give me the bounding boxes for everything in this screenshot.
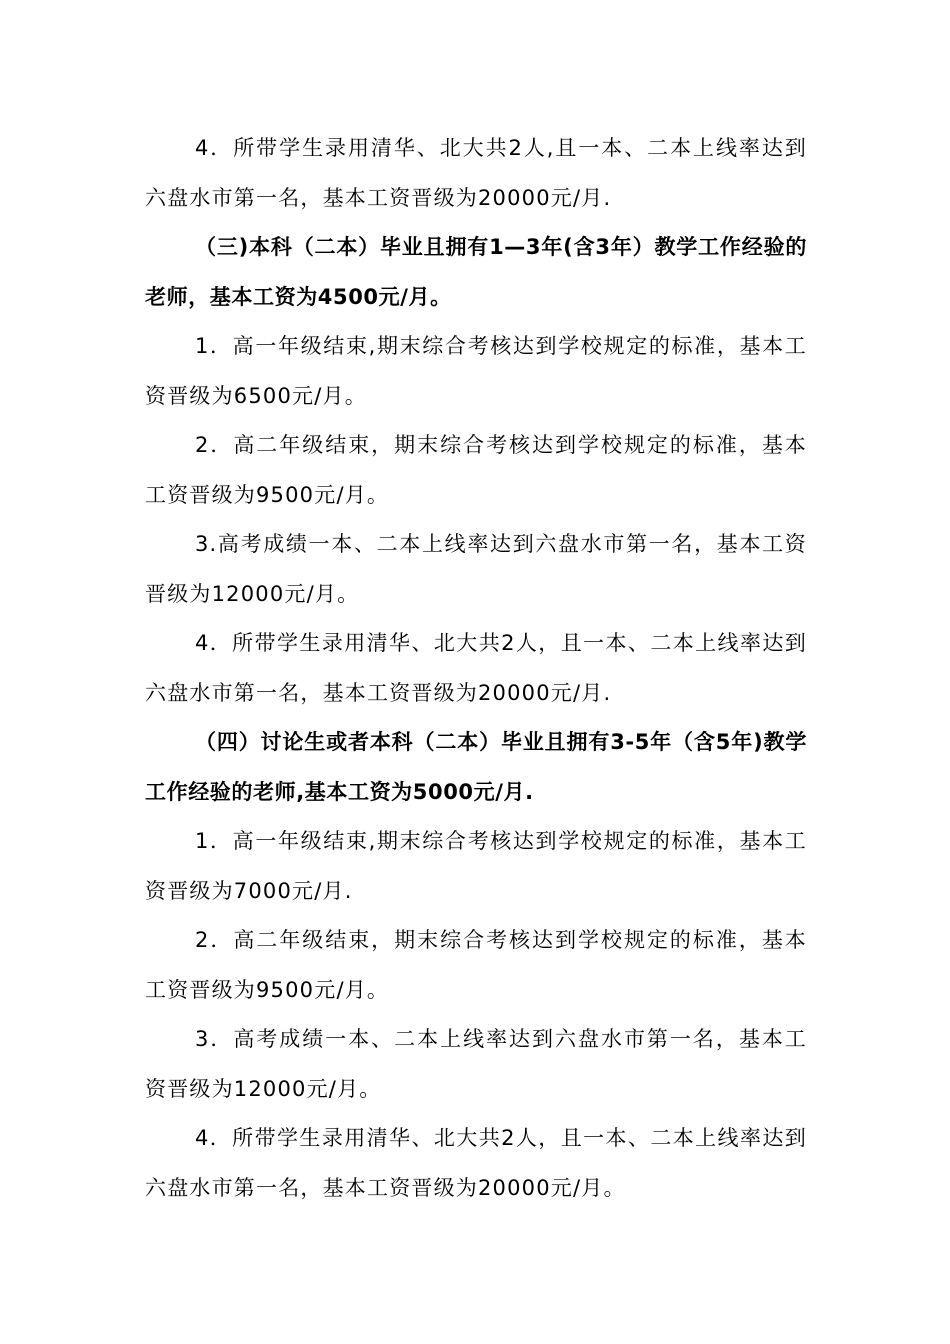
paragraph-item-2: 2．高二年级结束，期末综合考核达到学校规定的标准，基本工资晋级为9500元/月。 [145,928,807,1002]
section-heading-three: （三)本科（二本）毕业且拥有1—3年(含3年）教学工作经验的老师，基本工资为4500元/月。 [145,235,807,309]
paragraph-item-1: 1．高一年级结束,期末综合考核达到学校规定的标准，基本工资晋级为6500元/月。 [145,334,807,408]
paragraph-item-4: 4．所带学生录用清华、北大共2人，且一本、二本上线率达到六盘水市第一名，基本工资晋级为20000元/月。 [145,1126,807,1200]
paragraph-item-3: 3．高考成绩一本、二本上线率达到六盘水市第一名，基本工资晋级为12000元/月。 [145,1027,807,1101]
paragraph-item-1: 1．高一年级结束,期末综合考核达到学校规定的标准，基本工资晋级为7000元/月. [145,829,807,903]
paragraph-item-3: 3.高考成绩一本、二本上线率达到六盘水市第一名，基本工资晋级为12000元/月。 [145,532,807,606]
paragraph-item-4-top: 4．所带学生录用清华、北大共2人,且一本、二本上线率达到六盘水市第一名，基本工资晋级为20000元/月. [145,136,807,210]
document-body [145,124,807,1213]
paragraph-item-2: 2．高二年级结束，期末综合考核达到学校规定的标准，基本工资晋级为9500元/月。 [145,433,807,507]
section-heading-four: （四）讨论生或者本科（二本）毕业且拥有3-5年（含5年)教学工作经验的老师,基本工资为5000元/月. [145,730,807,804]
paragraph-item-4: 4．所带学生录用清华、北大共2人，且一本、二本上线率达到六盘水市第一名，基本工资晋级为20000元/月. [145,631,807,705]
